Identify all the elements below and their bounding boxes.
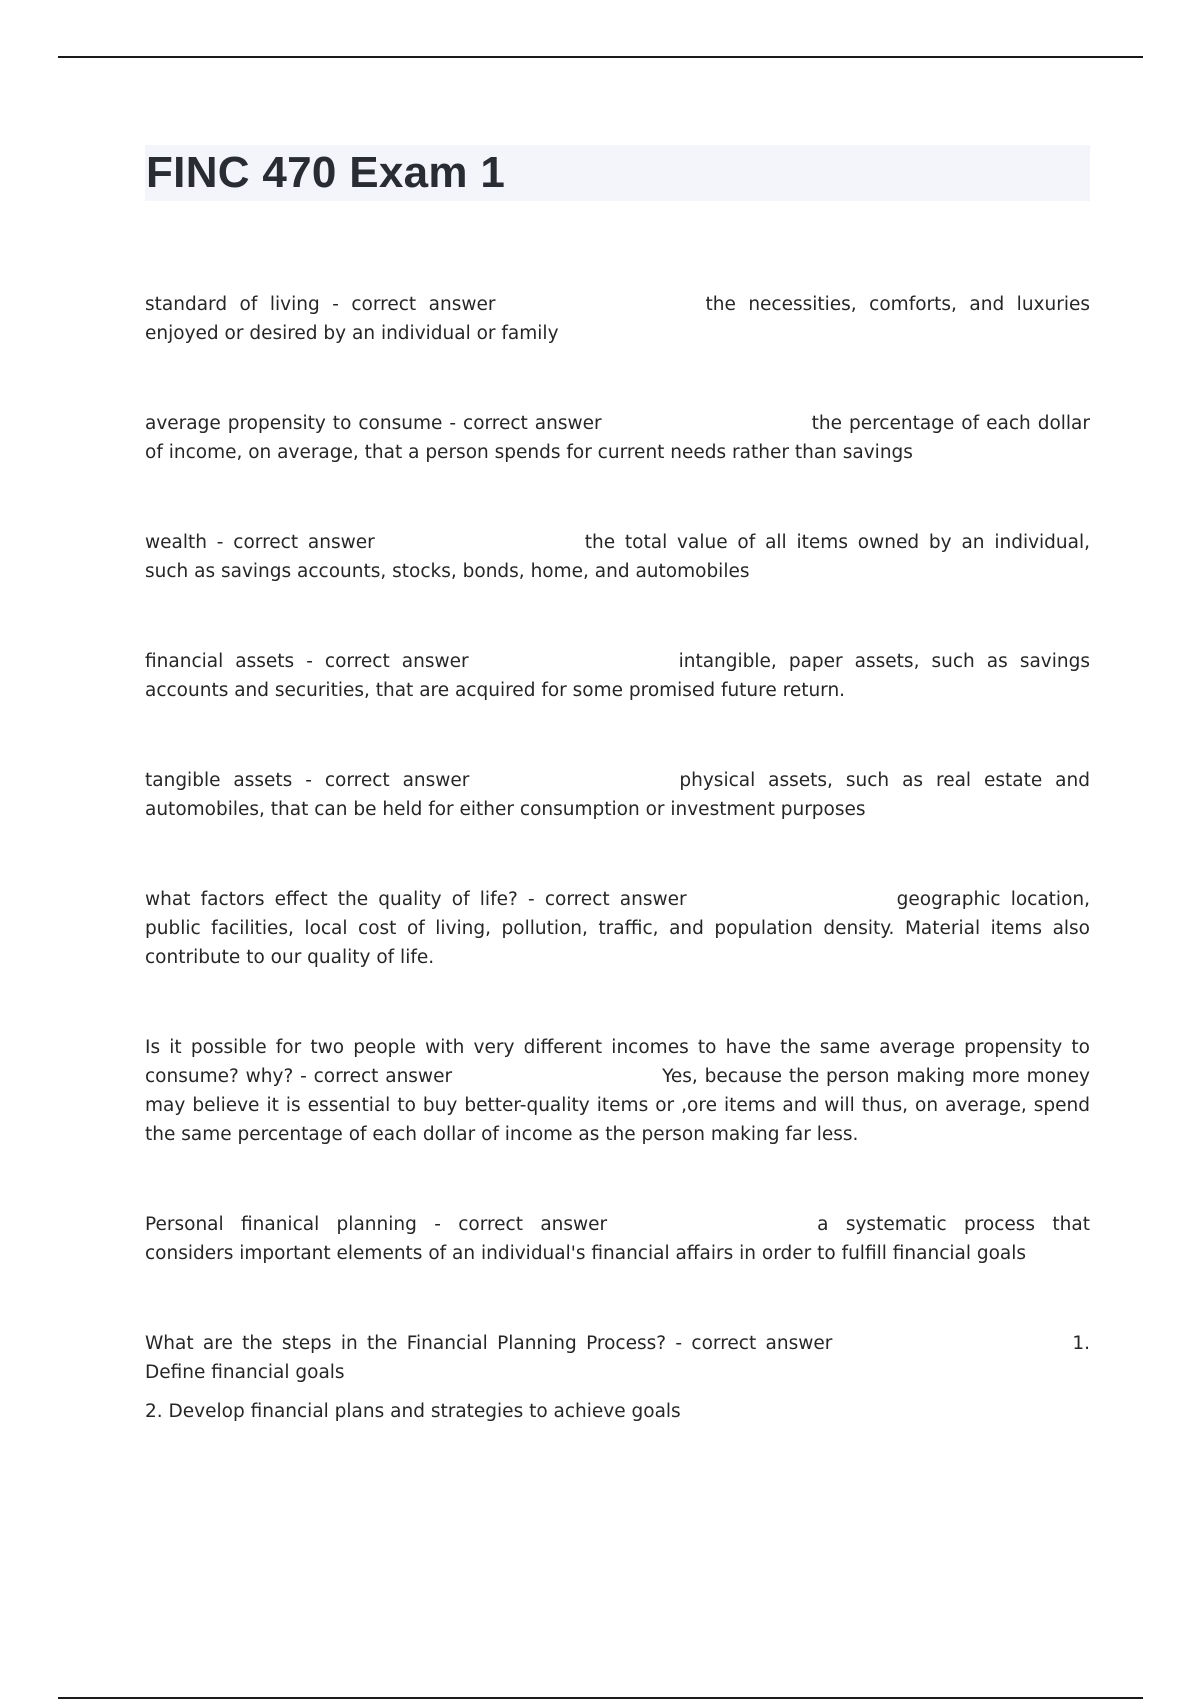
flashcard-list [145,290,1090,1426]
entry-separator: - correct answer [206,532,375,553]
entry-term: financial assets [145,651,295,672]
flashcard-entry [145,1210,1090,1268]
entry-term: tangible assets [145,770,293,791]
entry-separator: - correct answer [319,294,496,315]
flashcard-entry [145,647,1090,705]
entry-answer: a systematic process that considers important elements of an individual's financial affairs in order to fulfill financial goals [145,1214,1090,1264]
entry-answer-continuation: 2. Develop financial plans and strategies to achieve goals [145,1401,681,1422]
bottom-rule [58,1697,1143,1699]
entry-separator: - correct answer [442,413,602,434]
entry-answer: the total value of all items owned by an individual, such as savings accounts, stocks, bonds, home, and automobiles [145,532,1090,582]
entry-answer: intangible, paper assets, such as savings accounts and securities, that are acquired for some promised future return. [145,651,1090,701]
flashcard-entry [145,1329,1090,1387]
entry-answer: 1. Define financial goals [145,1333,1091,1383]
entry-answer: the necessities, comforts, and luxuries enjoyed or desired by an individual or family [145,294,1090,344]
entry-answer: geographic location, public facilities, local cost of living, pollution, traffic, and population density. Material items also contribute to our quality of life. [145,889,1091,968]
flashcard-entry [145,885,1090,972]
entry-separator: - correct answer [416,1214,608,1235]
entry-answer: the percentage of each dollar of income, on average, that a person spends for current needs rather than savings [145,413,1090,463]
entry-term: What are the steps in the Financial Planning Process? [145,1333,667,1354]
flashcard-entry [145,1033,1090,1149]
top-rule [58,56,1143,58]
flashcard-entry [145,290,1090,348]
entry-separator: - correct answer [666,1333,833,1354]
entry-term: standard of living [145,294,320,315]
entry-term: what factors effect the quality of life? [145,889,518,910]
entry-answer: physical assets, such as real estate and automobiles, that can be held for either consumption or investment purposes [145,770,1090,820]
entry-term: wealth [145,532,207,553]
entry-separator: - correct answer [292,770,470,791]
entry-term: Is it possible for two people with very different incomes to have the same average propensity to consume? why? [145,1037,1090,1087]
document-title: FINC 470 Exam 1 [146,148,506,197]
flashcard-entry [145,766,1090,824]
entry-answer: Yes, because the person making more money may believe it is essential to buy better-quality items or ,ore items and will thus, on average, spend the same percentage of each dollar of income as the person making far less. [145,1066,1090,1145]
flashcard-entry [145,528,1090,586]
entry-separator: - correct answer [517,889,687,910]
flashcard-entry [145,409,1090,467]
entry-term: Personal finanical planning [145,1214,417,1235]
entry-separator: - correct answer [293,1066,453,1087]
entry-separator: - correct answer [294,651,469,672]
entry-term: average propensity to consume [145,413,443,434]
